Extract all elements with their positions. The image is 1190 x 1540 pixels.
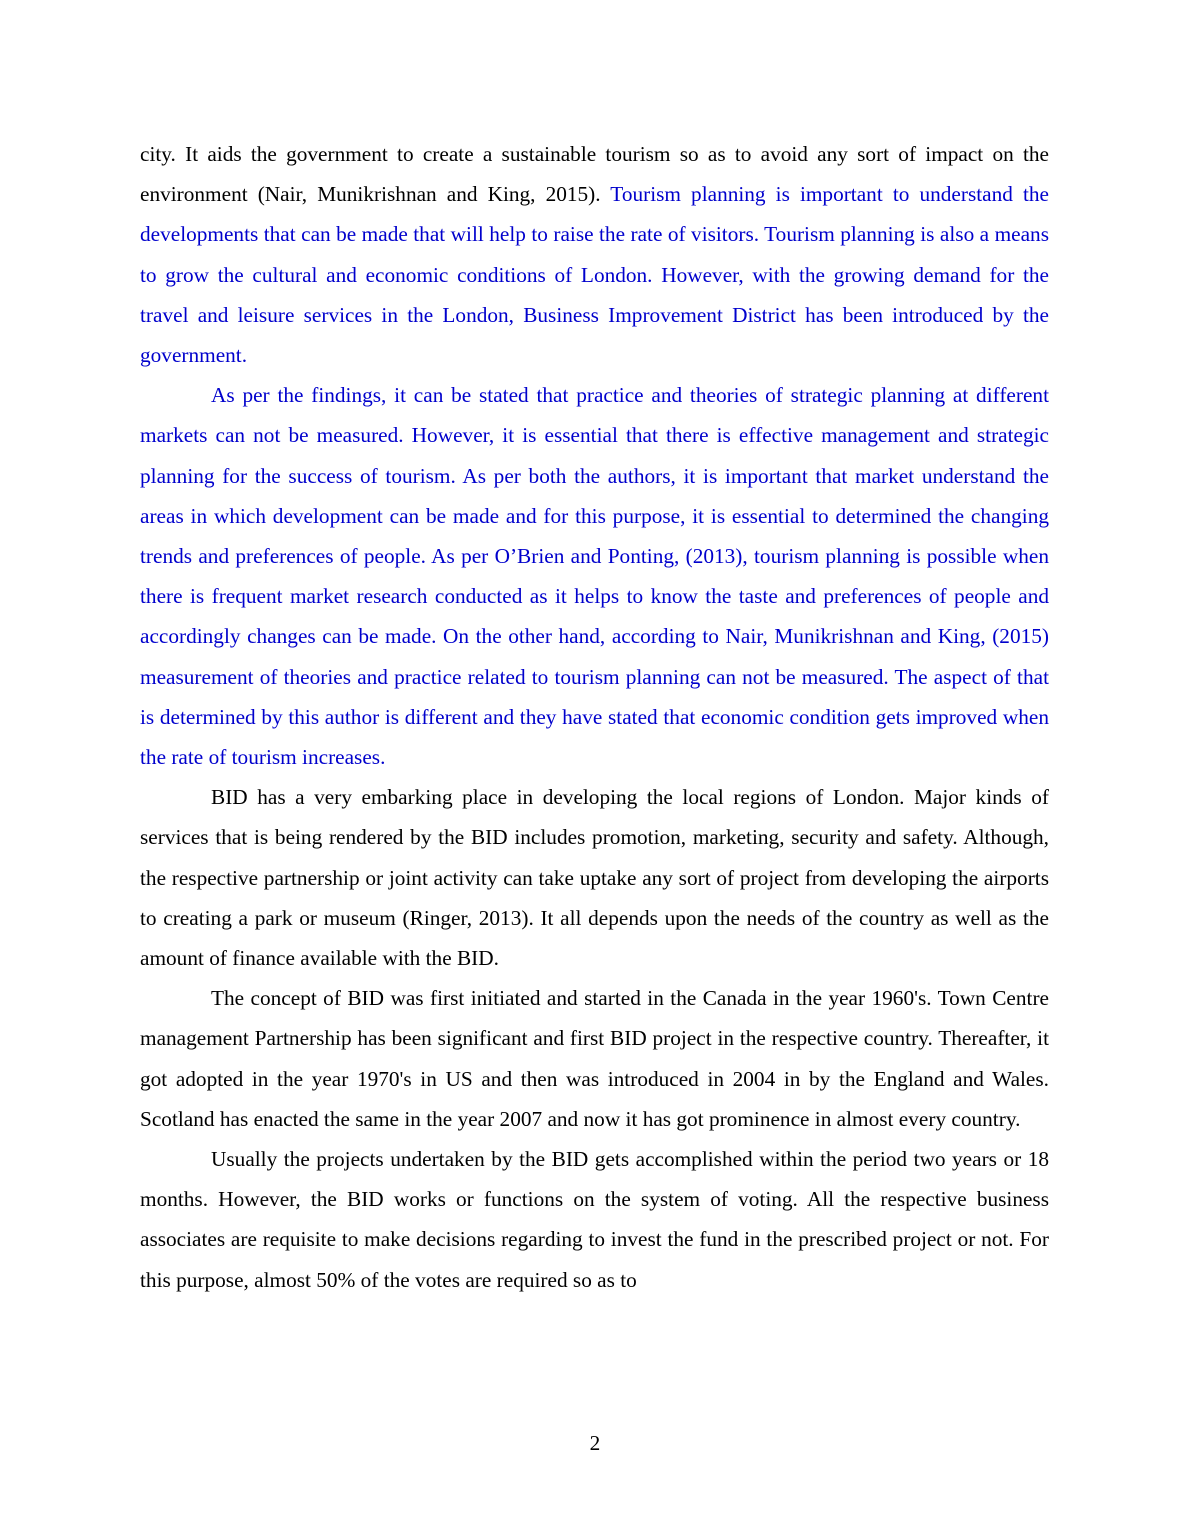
paragraph-findings: As per the findings, it can be stated that practice and theories of strategic planning at different markets can not be measured. However, it is essential that there is effective management and strategic planning for the success of tourism. As per both the authors, it is important that market understand the areas in which development can be made and for this purpose, it is essential to determined the changing trends and preferences of people. As per O’Brien and Ponting, (2013), tourism planning is possible when there is frequent market research conducted as it helps to know the taste and preferences of people and accordingly changes can be made. On the other hand, according to Nair, Munikrishnan and King, (2015) measurement of theories and practice related to tourism planning can not be measured. The aspect of that is determined by this author is different and they have stated that economic condition gets improved when the rate of tourism increases. — [140, 383, 1049, 770]
document-body — [140, 134, 1049, 1300]
paragraph-bid-history: The concept of BID was first initiated and started in the Canada in the year 1960's. Town Centre management Partnership has been significant and first BID project in the respective country. Thereafter, it got adopted in the year 1970's in US and then was introduced in 2004 in by the England and Wales. Scotland has enacted the same in the year 2007 and now it has got prominence in almost every country. — [140, 986, 1049, 1131]
paragraph-1-blue-text: Tourism planning is important to understand the developments that can be made that will help to raise the rate of visitors. Tourism planning is also a means to grow the cultural and economic conditions of London. However, with the growing demand for the travel and leisure services in the London, Business Improvement District has been introduced by the government. — [140, 182, 1049, 368]
paragraph-1-black-text: city. It aids the government to create a sustainable tourism so as to avoid any sort of impact on the environment (Nair, Munikrishnan and King, 2015). — [140, 142, 1049, 207]
paragraph-tourism-planning — [140, 134, 1049, 375]
page-number: 2 — [589, 1431, 601, 1455]
paragraph-bid-voting: Usually the projects undertaken by the BID gets accomplished within the period two years or 18 months. However, the BID works or functions on the system of voting. All the respective business associates are requisite to make decisions regarding to invest the fund in the prescribed project or not. For this purpose, almost 50% of the votes are required so as to — [140, 1147, 1049, 1292]
paragraph-bid-services: BID has a very embarking place in developing the local regions of London. Major kinds of services that is being rendered by the BID includes promotion, marketing, security and safety. Although, the respective partnership or joint activity can take uptake any sort of project from developing the airports to creating a park or museum (Ringer, 2013). It all depends upon the needs of the country as well as the amount of finance available with the BID. — [140, 785, 1049, 971]
